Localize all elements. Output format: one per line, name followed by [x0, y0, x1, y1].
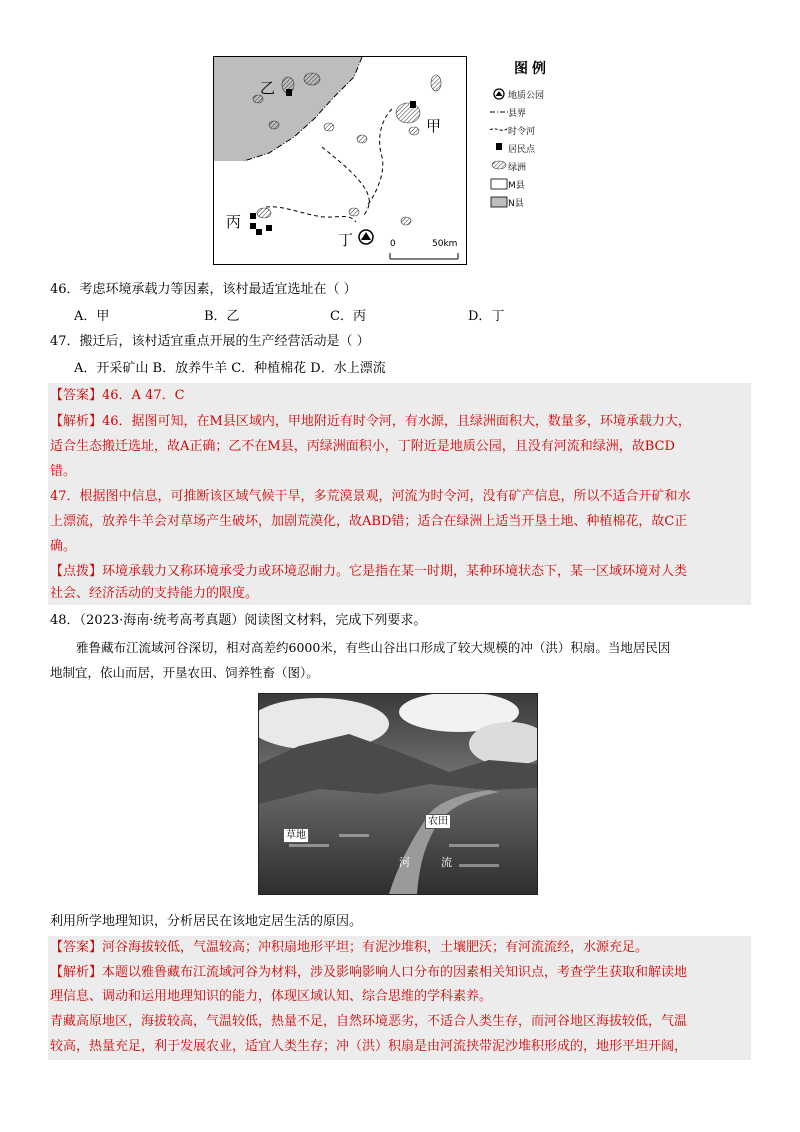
analysis-line-2: 适合生态搬迁选址，故A正确；乙不在M县，丙绿洲面积小，丁附近是地质公园，且没有河流和绿洲，故BCD	[50, 439, 675, 454]
settlement	[410, 101, 416, 108]
oasis	[324, 123, 334, 131]
n-county-area	[214, 57, 362, 161]
tip-tag: 【点拨】	[50, 564, 103, 579]
analysis-48-line-1: 【解析】本题以雅鲁藏布江流域河谷为材料，涉及影响影响人口分布的因素相关知识点，考查学生获取和解读地	[50, 965, 688, 980]
oasis	[431, 75, 441, 91]
region-map	[213, 56, 467, 265]
photo-label-grassland: 草地	[283, 828, 309, 843]
question-47-stem: 47．搬迁后，该村适宜重点开展的生产经营活动是（ ）	[50, 334, 370, 349]
oasis	[409, 127, 419, 135]
analysis-48-tag: 【解析】	[50, 965, 103, 980]
answer-line	[50, 385, 185, 407]
settlement-icon	[496, 143, 502, 150]
q46-option-c: C．丙	[330, 309, 366, 324]
q46-option-b: B．乙	[204, 309, 240, 324]
oasis	[304, 73, 320, 85]
oasis	[257, 208, 271, 218]
legend-label-county-border: 县界	[508, 109, 527, 119]
photo-label-farmland: 农田	[425, 814, 451, 829]
answer-tag: 【答案】	[50, 388, 103, 403]
material-line-1: 雅鲁藏布江流域河谷深切，相对高差约6000米，有些山谷出口形成了较大规模的冲（洪）积扇。当地居民因	[76, 640, 671, 655]
scale-zero: 0	[390, 239, 396, 249]
settlement	[250, 223, 256, 229]
legend-symbols	[488, 88, 510, 258]
place-label-ding: 丁	[338, 231, 354, 249]
legend-label-geopark: 地质公园	[508, 91, 545, 101]
legend-label-m-county: M县	[508, 181, 525, 191]
q46-option-d: D．丁	[468, 309, 505, 324]
question-48-stem: 48．（2023·海南·统考高考真题）阅读图文材料，完成下列要求。	[50, 613, 427, 628]
answer-48-text: 河谷海拔较低，气温较高；冲积扇地形平坦；有泥沙堆积，土壤肥沃；有河流流经，水源充足。	[102, 940, 649, 955]
analysis-line-3: 错。	[50, 464, 77, 479]
analysis-line-4: 47．根据图中信息，可推断该区域气候干旱，多荒漠景观，河流为时令河，没有矿产信息，所以不适合开矿和水	[50, 489, 691, 504]
valley-photo-drawing	[259, 694, 537, 894]
legend-label-n-county: N县	[508, 199, 524, 209]
n-county-icon	[491, 197, 507, 207]
oasis	[401, 217, 411, 225]
oasis	[396, 103, 420, 123]
answer-48-line	[50, 937, 648, 959]
scale-distance: 50km	[432, 239, 458, 249]
seasonal-river	[366, 109, 392, 207]
q46-option-a: A．甲	[74, 309, 110, 324]
analysis-48-line-4: 较高，热量充足，利于发展农业，适宜人类生存；冲（洪）积扇是由河流挟带泥沙堆积形成的，地形平坦开阔，	[50, 1039, 688, 1054]
oasis-icon	[492, 161, 506, 169]
settlement	[250, 213, 256, 219]
place-label-jia: 甲	[426, 117, 442, 135]
legend-label-oasis: 绿洲	[508, 163, 527, 173]
tip-line-1: 【点拨】环境承载力又称环境承受力或环境忍耐力。它是指在某一时期，某种环境状态下，某一区域环境对人类	[50, 564, 688, 579]
oasis	[349, 208, 359, 216]
settlement	[286, 89, 292, 96]
photo-label-river-1: 河	[399, 856, 410, 869]
scale-bar	[390, 253, 458, 259]
valley-photo	[258, 693, 538, 895]
legend-label-settlement: 居民点	[508, 145, 536, 155]
photo-label-river-2: 流	[441, 856, 452, 869]
settlement	[256, 229, 262, 235]
seasonal-river	[322, 147, 369, 215]
analysis-line-5: 上漂流，放养牛羊会对草场产生破坏，加剧荒漠化，故ABD错；适合在绿洲上适当开垦土地、种植棉花，故C正	[50, 514, 688, 529]
oasis	[357, 135, 367, 143]
question-48-task: 利用所学地理知识，分析居民在该地定居生活的原因。	[50, 914, 363, 929]
legend-label-seasonal-river: 时令河	[508, 127, 536, 137]
m-county-icon	[491, 179, 507, 189]
legend-title: 图例	[514, 61, 550, 77]
answer-48-tag: 【答案】	[50, 940, 103, 955]
analysis-48-line-2: 理信息、调动和运用地理知识的能力，体现区域认知、综合思维的学科素养。	[50, 989, 493, 1004]
map-legend	[468, 54, 578, 264]
analysis-48-line-3: 青藏高原地区，海拔较高，气温较低，热量不足，自然环境恶劣，不适合人类生存，而河谷地区海拔较低，气温	[50, 1014, 688, 1029]
material-line-2: 地制宜，依山而居，开垦农田、饲养牲畜（图）。	[50, 665, 319, 680]
q47-options: A．开采矿山 B．放养牛羊 C．种植棉花 D．水上漂流	[74, 361, 386, 376]
seasonal-river	[266, 207, 356, 222]
settlement	[266, 225, 272, 231]
tip-line-2: 社会、经济活动的支持能力的限度。	[50, 586, 259, 601]
seasonal-river-icon	[490, 128, 508, 130]
answer-text: 46．A 47．C	[102, 388, 185, 403]
place-label-bing: 丙	[226, 213, 242, 231]
analysis-line-6: 确。	[50, 539, 77, 554]
analysis-tag: 【解析】	[50, 414, 103, 429]
place-label-yi: 乙	[260, 79, 276, 97]
analysis-line-1: 【解析】46．据图可知，在M县区域内，甲地附近有时令河，有水源，且绿洲面积大，数量多，环境承载力大，	[50, 414, 691, 429]
oasis	[269, 121, 279, 129]
geopark-symbol	[359, 230, 373, 244]
geopark-icon	[494, 89, 504, 99]
question-46-stem: 46．考虑环境承载力等因素，该村最适宜选址在（ ）	[50, 282, 357, 297]
